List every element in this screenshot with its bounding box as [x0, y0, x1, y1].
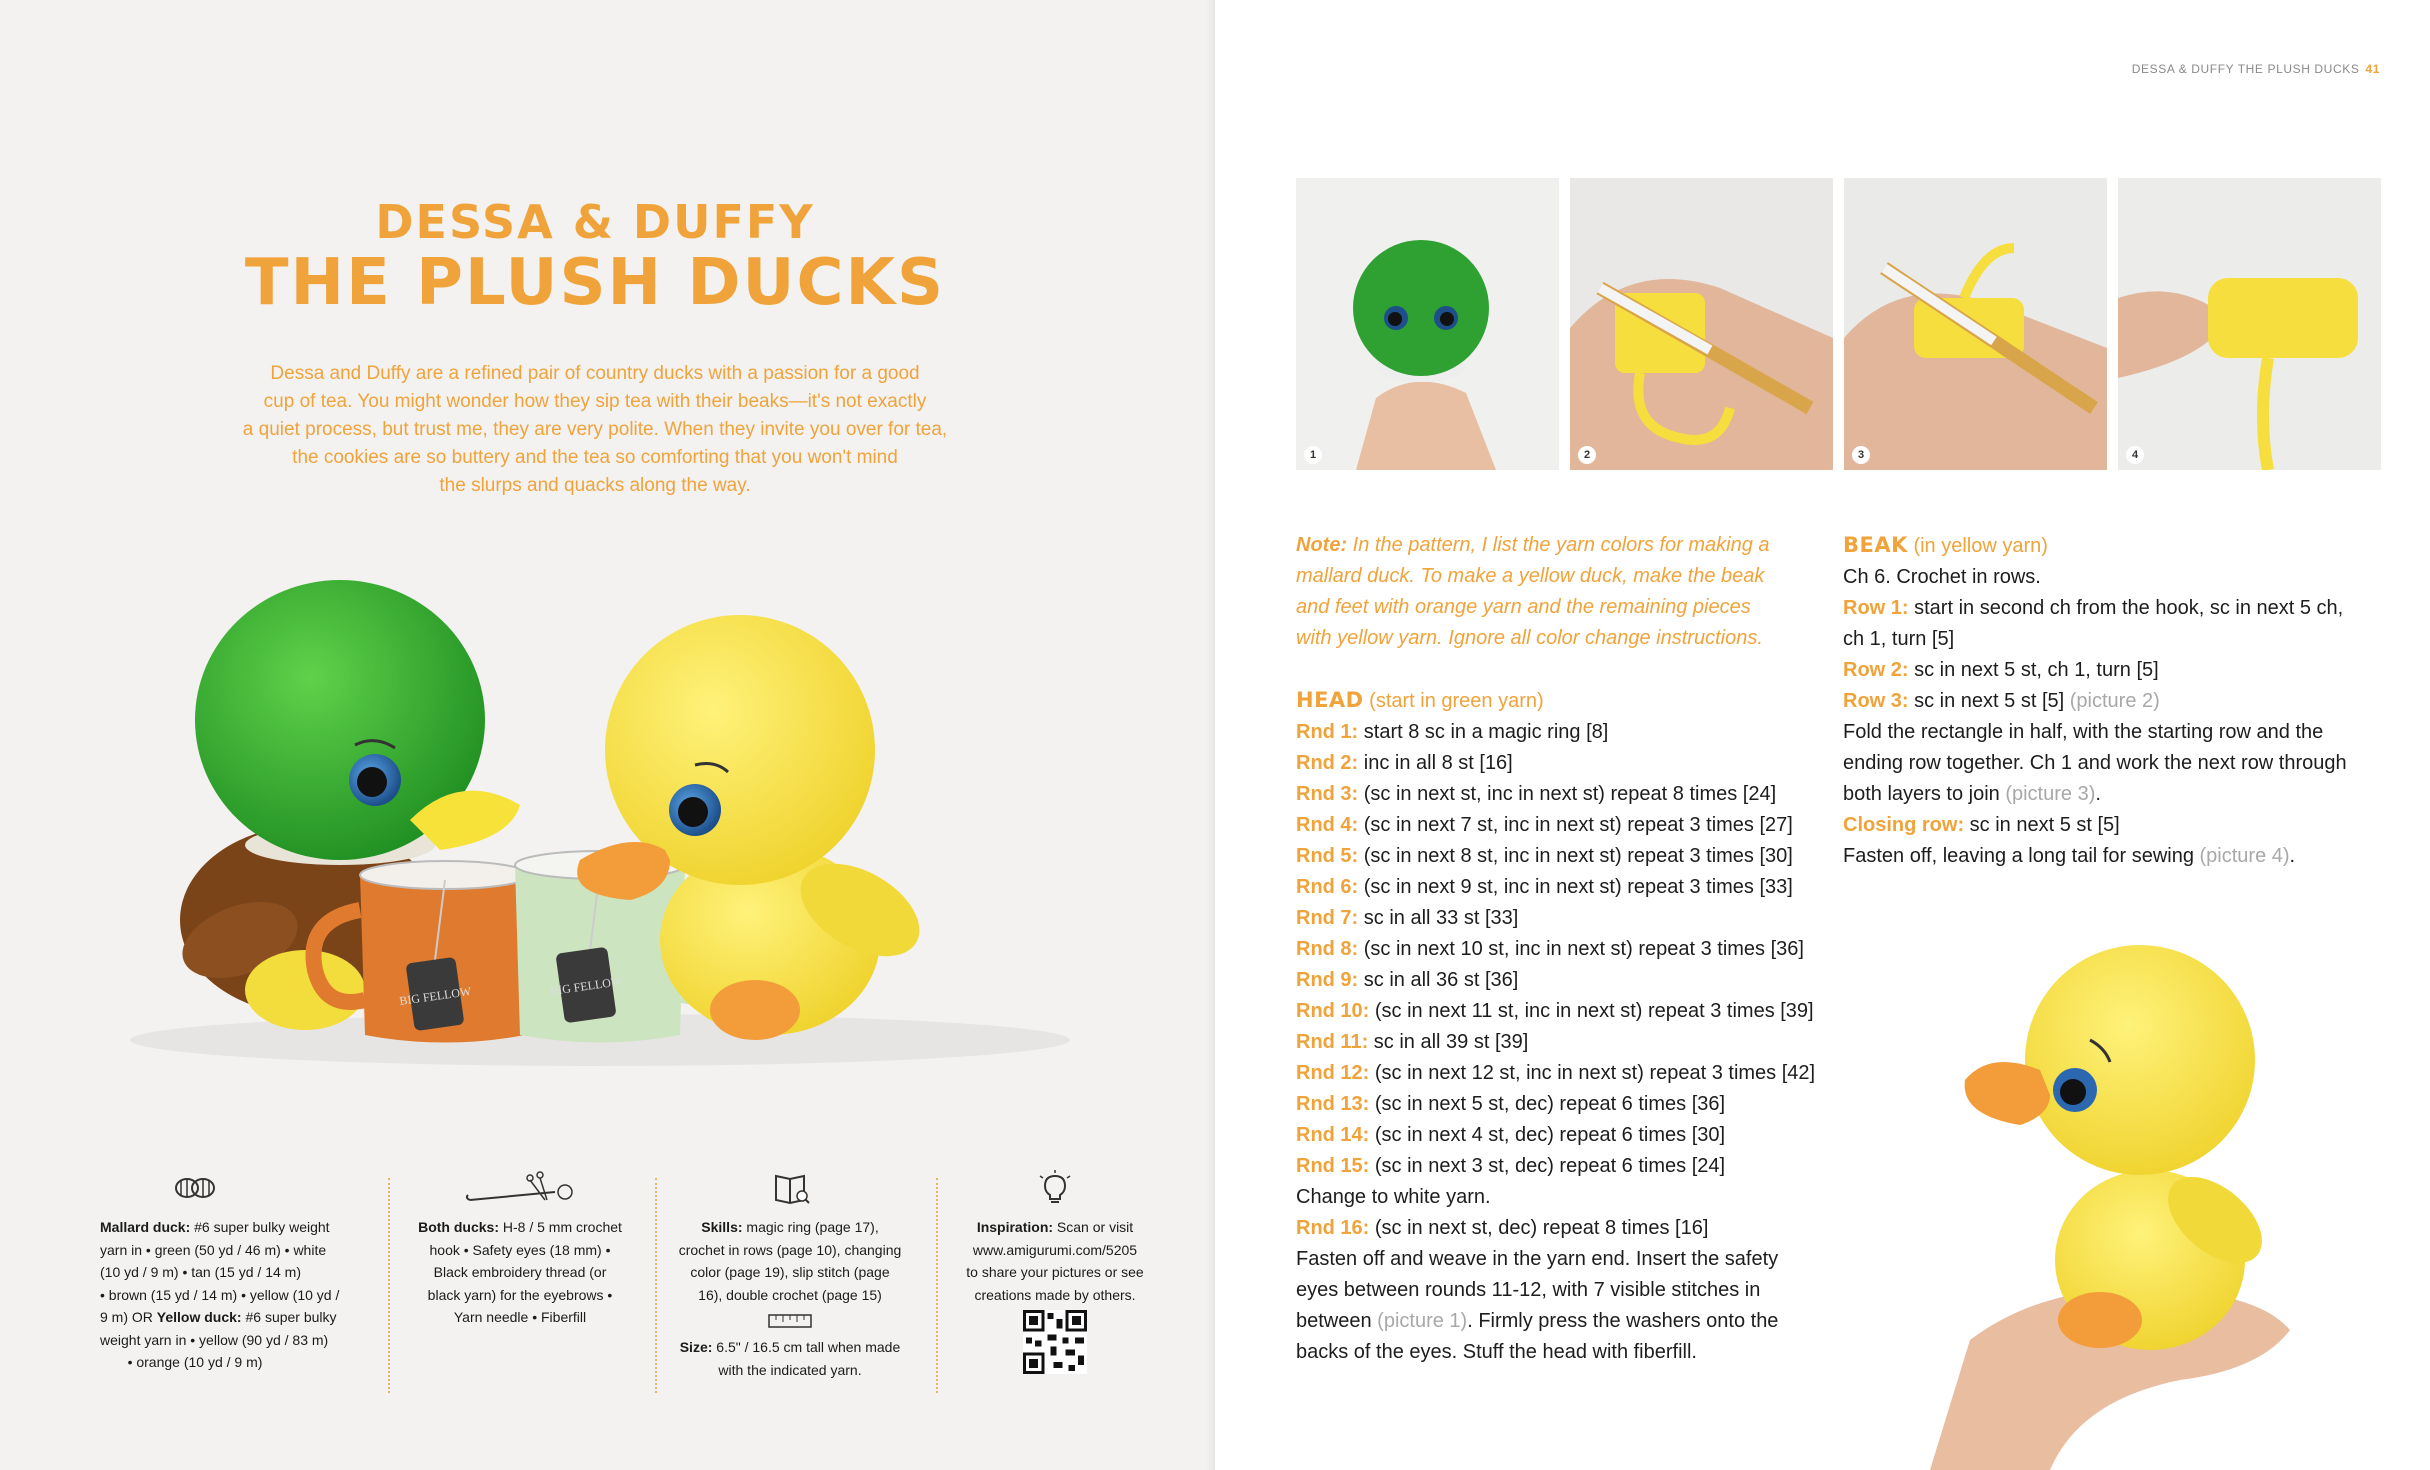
yarn-line: weight yarn in • yellow (90 yd / 83 m) [100, 1331, 329, 1348]
note-line: with yellow yarn. Ignore all color change instructions. [1296, 627, 1763, 649]
pattern-row [1296, 1027, 1836, 1058]
step-number: 3 [1852, 446, 1870, 464]
pattern-row [1296, 1151, 1836, 1182]
round-label: Rnd 13: [1296, 1093, 1370, 1115]
pattern-row [1296, 1089, 1836, 1120]
step-number: 1 [1304, 446, 1322, 464]
page-title: THE PLUSH DUCKS [244, 246, 946, 320]
step-photo-4 [2118, 178, 2381, 470]
skills-line: magic ring (page 17), [742, 1219, 879, 1235]
round-label: Rnd 12: [1296, 1062, 1370, 1084]
round-label: Rnd 10: [1296, 1000, 1370, 1022]
row-text: sc in next 5 st [5] [1964, 814, 2120, 836]
pattern-row [1296, 965, 1836, 996]
intro-line: the cookies are so buttery and the tea so comforting that you won't mind [292, 447, 898, 468]
skills-line: crochet in rows (page 10), changing [678, 1241, 902, 1258]
round-label: Rnd 7: [1296, 907, 1359, 929]
instruction-line: Fasten off and weave in the yarn end. Insert the safety [1296, 1248, 1779, 1270]
pattern-row [1296, 1213, 1836, 1244]
skills-line: color (page 19), slip stitch (page [690, 1264, 890, 1280]
title-top: DESSA & DUFFY [375, 195, 815, 249]
yarn-text [100, 1216, 340, 1374]
tools-text [405, 1216, 635, 1329]
intro-line: Dessa and Duffy are a refined pair of country ducks with a passion for a good [270, 363, 920, 384]
tools-line: black yarn) for the eyebrows • [427, 1286, 613, 1303]
beak-section-title [1843, 530, 2383, 562]
round-label: Rnd 6: [1296, 876, 1359, 898]
note-line: and feet with orange yarn and the remaining pieces [1296, 596, 1751, 618]
page-number: 41 [2365, 62, 2380, 76]
round-label: Rnd 5: [1296, 845, 1359, 867]
round-text: sc in all 36 st [36] [1358, 969, 1519, 991]
running-head [2132, 62, 2380, 76]
round-text: (sc in next 7 st, inc in next st) repeat 3 times [27] [1358, 814, 1793, 836]
tools-label: Both ducks: [418, 1219, 499, 1235]
round-text: sc in all 33 st [33] [1358, 907, 1519, 929]
qr-code-icon[interactable] [1023, 1310, 1087, 1374]
head-subtitle: (start in green yarn) [1363, 690, 1544, 712]
row-text: sc in next 5 st, ch 1, turn [5] [1908, 659, 2159, 681]
round-text: (sc in next 10 st, inc in next st) repeat 3 times [36] [1358, 938, 1804, 960]
beak-title: BEAK [1843, 533, 1908, 557]
pattern-row [1296, 717, 1836, 748]
size-label: Size: [679, 1339, 713, 1355]
beak-rows-photo [1570, 178, 1833, 470]
beak-subtitle: (in yellow yarn) [1907, 535, 2048, 557]
round-text: sc in all 39 st [39] [1368, 1031, 1529, 1053]
tea-tag-text: BIG FELLOW [398, 984, 473, 1008]
tea-tag-text: BIG FELLOW [549, 974, 623, 998]
round-label: Rnd 15: [1296, 1155, 1370, 1177]
inspiration-url[interactable]: www.amigurumi.com/5205 [972, 1241, 1138, 1258]
ruler-icon [768, 1314, 812, 1328]
picture-ref: (picture 4) [2199, 845, 2290, 867]
tools-line: Yarn needle • Fiberfill [453, 1309, 587, 1325]
yarn-info [100, 1160, 340, 1400]
round-label: Rnd 16: [1296, 1217, 1370, 1239]
row-text: start in second ch from the hook, sc in next 5 ch, [1908, 597, 2344, 619]
skills-info [665, 1160, 915, 1400]
intro-line: cup of tea. You might wonder how they sip tea with their beaks—it's not exactly [263, 391, 927, 412]
duck-head-photo [1296, 178, 1559, 470]
round-label: Rnd 2: [1296, 752, 1359, 774]
picture-ref: (picture 1) [1377, 1310, 1468, 1332]
skills-line: 16), double crochet (page 15) [698, 1286, 882, 1303]
intro-line: a quiet process, but trust me, they are very polite. When they invite you over for tea, [242, 419, 948, 440]
step-photo-3 [1844, 178, 2107, 470]
yarn-line: (10 yd / 9 m) • tan (15 yd / 14 m) [100, 1264, 301, 1280]
tools-line: H-8 / 5 mm crochet [498, 1219, 622, 1235]
inspiration-line: Scan or visit [1053, 1219, 1134, 1235]
round-text: (sc in next 3 st, dec) repeat 6 times [24] [1369, 1155, 1726, 1177]
row-text: ch 1, turn [5] [1843, 628, 1955, 650]
instruction-line: . [2095, 783, 2101, 805]
pattern-row [1296, 841, 1836, 872]
round-label: Rnd 14: [1296, 1124, 1370, 1146]
round-label: Rnd 4: [1296, 814, 1359, 836]
head-section-title [1296, 685, 1836, 717]
pattern-row [1296, 748, 1836, 779]
round-text: (sc in next 5 st, dec) repeat 6 times [36] [1369, 1093, 1726, 1115]
size-line: 6.5" / 16.5 cm tall when made [712, 1339, 901, 1355]
yarn-line: 9 m) OR [100, 1309, 157, 1325]
instruction-line: Fold the rectangle in half, with the starting row and the [1843, 721, 2324, 743]
round-text: start 8 sc in a magic ring [8] [1358, 721, 1609, 743]
round-label: Rnd 11: [1296, 1031, 1369, 1053]
tools-icon [465, 1170, 575, 1210]
head-title: HEAD [1296, 688, 1364, 712]
pattern-row [1843, 686, 2383, 717]
yarn-line: #6 super bulky [241, 1309, 337, 1325]
pattern-row [1296, 934, 1836, 965]
round-text: (sc in next 11 st, inc in next st) repeat 3 times [39] [1369, 1000, 1814, 1022]
note-label: Note: [1296, 534, 1348, 556]
instruction-line: Fasten off, leaving a long tail for sewing [1843, 845, 2200, 867]
step-number: 2 [1578, 446, 1596, 464]
row-label: Row 1: [1843, 597, 1909, 619]
note-line: mallard duck. To make a yellow duck, make the beak [1296, 565, 1765, 587]
instruction-line: backs of the eyes. Stuff the head with fiberfill. [1296, 1341, 1697, 1363]
inspiration-line: to share your pictures or see [966, 1264, 1144, 1280]
pattern-row [1843, 655, 2383, 686]
round-label: Rnd 3: [1296, 783, 1359, 805]
round-label: Rnd 1: [1296, 721, 1359, 743]
inspiration-info [945, 1160, 1165, 1400]
yarn-line: • brown (15 yd / 14 m) • yellow (10 yd / [100, 1286, 340, 1303]
tools-info [405, 1160, 635, 1400]
duck-in-hand-photo [1930, 900, 2400, 1470]
pattern-row [1296, 996, 1836, 1027]
row-text: sc in next 5 st [5] [1908, 690, 2070, 712]
book-icon [760, 1170, 820, 1206]
yarn-line: #6 super bulky weight [190, 1219, 330, 1235]
pattern-row [1296, 1058, 1836, 1089]
pattern-row [1296, 872, 1836, 903]
pattern-row [1843, 810, 2383, 841]
row-label: Closing row: [1843, 814, 1965, 836]
running-head-title: DESSA & DUFFY THE PLUSH DUCKS [2131, 62, 2360, 76]
round-text: inc in all 8 st [16] [1358, 752, 1513, 774]
yarn-icon [165, 1170, 225, 1206]
pattern-row [1843, 593, 2383, 624]
skills-text [665, 1216, 915, 1381]
instruction-line: ending row together. Ch 1 and work the next row through [1843, 752, 2347, 774]
step-photo-1 [1296, 178, 1559, 470]
size-line: with the indicated yarn. [718, 1361, 862, 1378]
yellow-duck-label: Yellow duck: [156, 1309, 242, 1325]
inspiration-line: creations made by others. [974, 1286, 1136, 1303]
round-text: (sc in next 12 st, inc in next st) repeat 3 times [42] [1369, 1062, 1816, 1084]
pattern-row [1296, 779, 1836, 810]
row-label: Row 2: [1843, 659, 1909, 681]
tools-line: Black embroidery thread (or [433, 1264, 607, 1280]
pattern-row [1296, 810, 1836, 841]
pattern-column-left [1296, 530, 1836, 1368]
note-line: In the pattern, I list the yarn colors for making a [1347, 534, 1770, 556]
materials-info-row [100, 1160, 1144, 1400]
pattern-column-right [1843, 530, 2383, 872]
instruction-line: between [1296, 1310, 1378, 1332]
round-text: (sc in next 9 st, inc in next st) repeat 3 times [33] [1358, 876, 1793, 898]
instruction-line: . Firmly press the washers onto the [1467, 1310, 1779, 1332]
skills-label: Skills: [701, 1219, 743, 1235]
intro-paragraph [235, 360, 955, 500]
yarn-line: yarn in • green (50 yd / 46 m) • white [100, 1241, 327, 1258]
round-text: (sc in next st, dec) repeat 8 times [16] [1369, 1217, 1709, 1239]
instruction-line: eyes between rounds 11-12, with 7 visible stitches in [1296, 1279, 1761, 1301]
instruction-line: . [2289, 845, 2296, 867]
instruction-line: Ch 6. Crochet in rows. [1843, 566, 2041, 588]
picture-ref: (picture 3) [2005, 783, 2096, 805]
intro-line: the slurps and quacks along the way. [439, 475, 751, 496]
ducks-photo [110, 520, 1100, 1080]
lightbulb-icon [1025, 1170, 1085, 1206]
step-number: 4 [2126, 446, 2144, 464]
beak-finished-photo [2118, 178, 2381, 470]
instruction-line: both layers to join [1843, 783, 2006, 805]
yarn-label: Mallard duck: [100, 1219, 191, 1235]
change-yarn-text: Change to white yarn. [1296, 1186, 1491, 1208]
yarn-line: • orange (10 yd / 9 m) [127, 1354, 263, 1370]
info-divider [388, 1178, 390, 1393]
round-label: Rnd 8: [1296, 938, 1359, 960]
info-divider [655, 1178, 657, 1393]
pattern-row [1296, 1120, 1836, 1151]
inspiration-label: Inspiration: [976, 1219, 1054, 1235]
tools-line: hook • Safety eyes (18 mm) • [429, 1241, 611, 1258]
picture-ref: (picture 2) [2069, 690, 2160, 712]
round-label: Rnd 9: [1296, 969, 1359, 991]
round-text: (sc in next 8 st, inc in next st) repeat 3 times [30] [1358, 845, 1793, 867]
pattern-row [1296, 903, 1836, 934]
beak-folded-photo [1844, 178, 2107, 470]
inspiration-text [945, 1216, 1165, 1306]
row-label: Row 3: [1843, 690, 1909, 712]
round-text: (sc in next st, inc in next st) repeat 8 times [24] [1358, 783, 1777, 805]
info-divider [936, 1178, 938, 1393]
step-photo-2 [1570, 178, 1833, 470]
round-text: (sc in next 4 st, dec) repeat 6 times [30] [1369, 1124, 1726, 1146]
